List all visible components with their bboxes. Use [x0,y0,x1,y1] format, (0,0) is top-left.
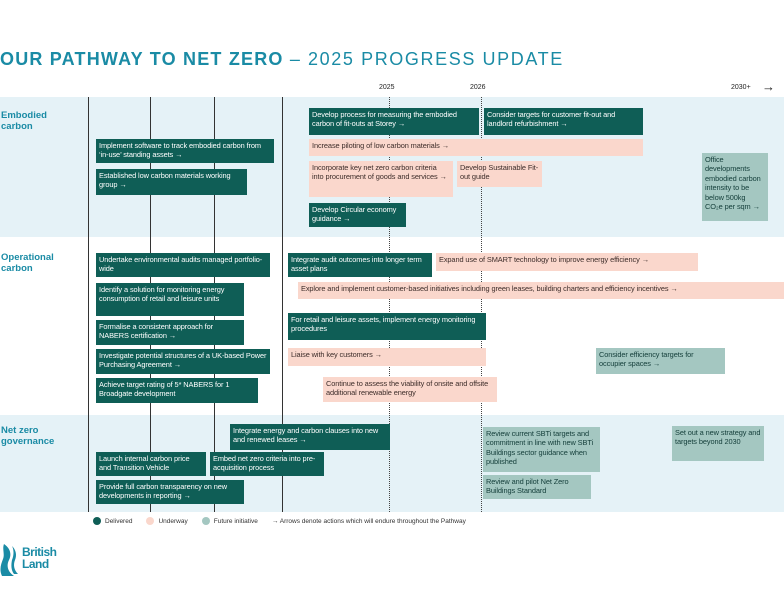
year-2026-label: 2026 [470,84,486,91]
title-main: OUR PATHWAY TO NET ZERO [0,49,284,69]
year-2025-label: 2025 [379,84,395,91]
initiative-box: Implement software to track embodied carbon from ‘in-use’ standing assets → [96,139,274,163]
logo-line-2: Land [22,557,49,571]
initiative-box: Investigate potential structures of a UK-based Power Purchasing Agreement → [96,349,270,374]
timeline-line [88,97,89,512]
initiative-box: Increase piloting of low carbon materials → [309,139,643,156]
timeline-arrow-icon: → [762,79,775,94]
initiative-box: Explore and implement customer-based initiatives including green leases, building charters and efficiency incentives → [298,282,784,299]
initiative-box: Identify a solution for monitoring energy consumption of retail and leisure units [96,283,244,316]
initiative-box: Develop process for measuring the embodied carbon of fit-outs at Storey → [309,108,479,135]
initiative-box: Review current SBTi targets and commitment in line with new SBTi Buildings sector guidance when published [483,427,600,472]
timeline-line-2026 [481,97,482,512]
row-label-operational: Operational carbon [1,252,54,274]
logo-wordmark [22,546,57,570]
legend-underway-label: Underway [158,517,188,525]
legend-delivered-label: Delivered [105,517,133,525]
page-title [0,49,564,70]
underway-dot-icon [146,517,154,525]
initiative-box: Integrate audit outcomes into longer term asset plans [288,253,432,277]
title-subtitle: – 2025 PROGRESS UPDATE [289,49,564,69]
row-label-governance: Net zero governance [1,425,55,447]
initiative-box: Established low carbon materials working group → [96,169,247,195]
initiative-box: Consider efficiency targets for occupier spaces → [596,348,725,374]
legend-delivered [93,517,132,525]
initiative-box: Achieve target rating of 5* NABERS for 1 Broadgate development [96,378,258,403]
initiative-box: Provide full carbon transparency on new developments in reporting → [96,480,244,504]
initiative-box: Expand use of SMART technology to improve energy efficiency → [436,253,698,271]
initiative-box: Consider targets for customer fit-out and landlord refurbishment → [484,108,643,135]
legend-underway [146,517,187,525]
initiative-box: Formalise a consistent approach for NABERS certification → [96,320,244,345]
initiative-box: Undertake environmental audits managed portfolio-wide [96,253,270,277]
year-2030-label: 2030+ [731,84,751,91]
initiative-box: Liaise with key customers → [288,348,486,366]
legend-arrows-label: → Arrows denote actions which will endure throughout the Pathway [271,517,466,525]
initiative-box: Review and pilot Net Zero Buildings Standard [483,475,591,499]
initiative-box: Integrate energy and carbon clauses into new and renewed leases → [230,424,390,450]
initiative-box: For retail and leisure assets, implement energy monitoring procedures [288,313,486,340]
initiative-box: Develop Sustainable Fit-out guide [457,161,542,187]
initiative-box: Continue to assess the viability of onsite and offsite additional renewable energy [323,377,497,402]
initiative-box: Set out a new strategy and targets beyond 2030 [672,426,764,461]
logo-line-1: British [22,545,57,559]
initiative-box: Incorporate key net zero carbon criteria into procurement of goods and services → [309,161,453,197]
initiative-box: Office developments embodied carbon intensity to be below 500kg CO₂e per sqm → [702,153,768,221]
initiative-box: Launch internal carbon price and Transition Vehicle [96,452,206,476]
future-dot-icon [202,517,210,525]
delivered-dot-icon [93,517,101,525]
initiative-box: Develop Circular economy guidance → [309,203,406,227]
legend-future [202,517,258,525]
legend-future-label: Future initiative [213,517,258,525]
row-label-embodied: Embodied carbon [1,110,47,132]
legend-arrows [272,518,466,525]
legend [93,517,480,525]
initiative-box: Embed net zero criteria into pre-acquisition process [210,452,324,476]
